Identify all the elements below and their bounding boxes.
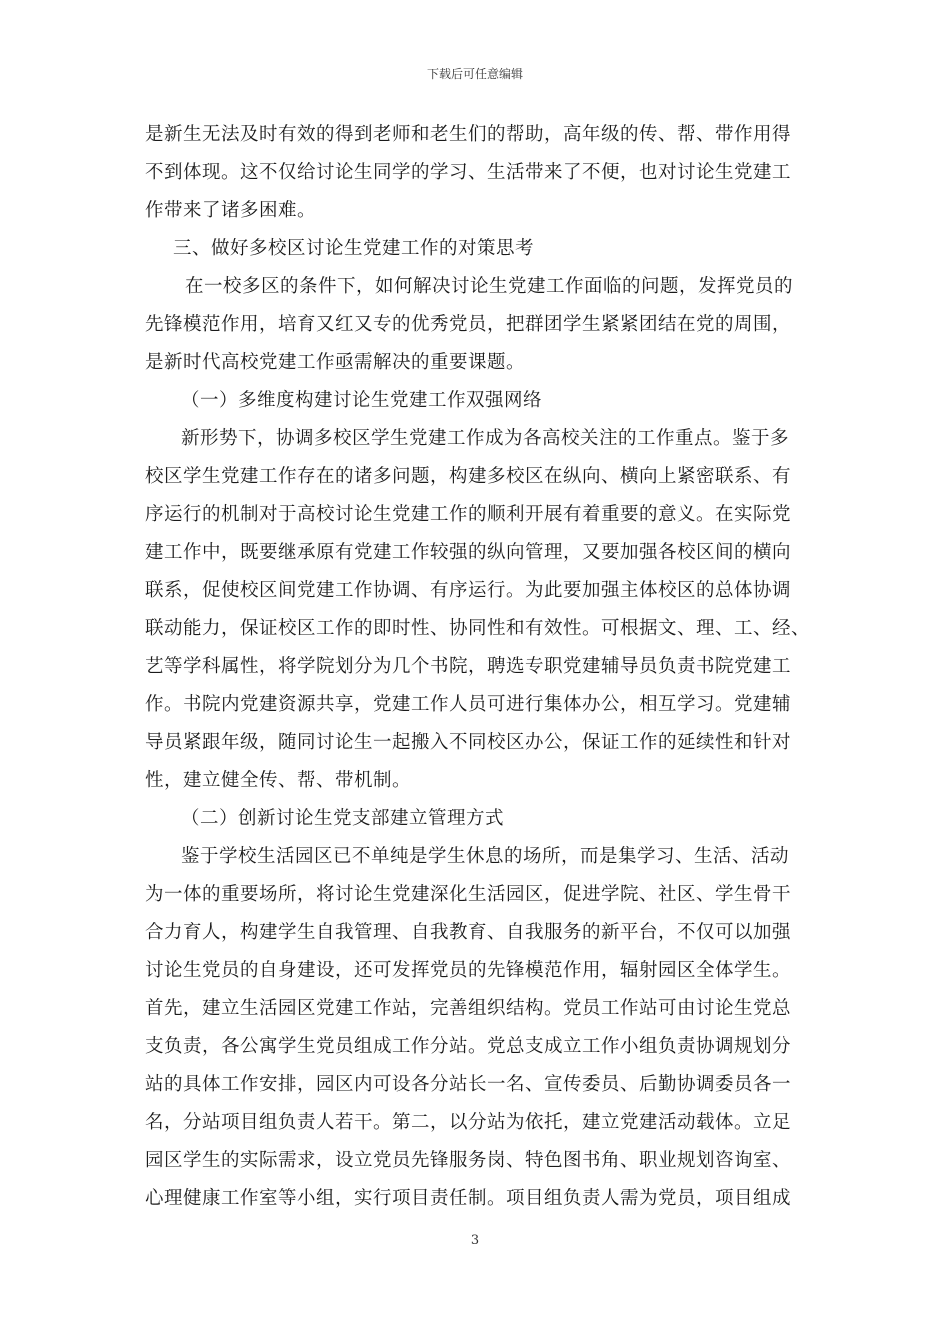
subsection-heading: （一）多维度构建讨论生党建工作双强网络 (181, 390, 543, 411)
text-line: 是新时代高校党建工作亟需解决的重要课题。 (145, 352, 526, 373)
text-line: 校区学生党建工作存在的诸多问题，构建多校区在纵向、横向上紧密联系、有 (145, 466, 792, 487)
text-line: 新形势下，协调多校区学生党建工作成为各高校关注的工作重点。鉴于多 (181, 428, 790, 449)
text-line: 联系，促使校区间党建工作协调、有序运行。为此要加强主体校区的总体协调 (145, 580, 792, 601)
text-line: 在一校多区的条件下，如何解决讨论生党建工作面临的问题，发挥党员的 (185, 276, 794, 297)
text-line: 名，分站项目组负责人若干。第二，以分站为依托，建立党建活动载体。立足 (145, 1112, 792, 1133)
text-line: 为一体的重要场所，将讨论生党建深化生活园区，促进学院、社区、学生骨干 (145, 884, 792, 905)
text-line: 首先，建立生活园区党建工作站，完善组织结构。党员工作站可由讨论生党总 (145, 998, 792, 1019)
text-line: 讨论生党员的自身建设，还可发挥党员的先锋模范作用，辐射园区全体学生。 (145, 960, 792, 981)
section-heading: 三、做好多校区讨论生党建工作的对策思考 (173, 238, 535, 259)
text-line: 站的具体工作安排，园区内可设各分站长一名、宣传委员、后勤协调委员各一 (145, 1074, 792, 1095)
text-line: 支负责，各公寓学生党员组成工作分站。党总支成立工作小组负责协调规划分 (145, 1036, 792, 1057)
page-header: 下载后可任意编辑 (426, 67, 523, 81)
text-line: 合力育人，构建学生自我管理、自我教育、自我服务的新平台，不仅可以加强 (145, 922, 792, 943)
text-line: 园区学生的实际需求，设立党员先锋服务岗、特色图书角、职业规划咨询室、 (145, 1150, 792, 1171)
text-line: 作。书院内党建资源共享，党建工作人员可进行集体办公，相互学习。党建辅 (145, 694, 792, 715)
text-line: 是新生无法及时有效的得到老师和老生们的帮助，高年级的传、帮、带作用得 (145, 124, 792, 145)
document-body (145, 116, 821, 1218)
text-line: 联动能力，保证校区工作的即时性、协同性和有效性。可根据文、理、工、经、 (145, 618, 811, 639)
text-line: 心理健康工作室等小组，实行项目责任制。项目组负责人需为党员，项目组成 (145, 1188, 792, 1209)
text-line: 序运行的机制对于高校讨论生党建工作的顺利开展有着重要的意义。在实际党 (145, 504, 792, 525)
text-line: 不到体现。这不仅给讨论生同学的学习、生活带来了不便，也对讨论生党建工 (145, 162, 792, 183)
page-number: 3 (470, 1233, 480, 1248)
text-line: 先锋模范作用，培育又红又专的优秀党员，把群团学生紧紧团结在党的周围， (145, 314, 792, 335)
subsection-heading: （二）创新讨论生党支部建立管理方式 (181, 808, 505, 829)
text-line: 作带来了诸多困难。 (145, 200, 317, 221)
text-line: 性，建立健全传、帮、带机制。 (145, 770, 412, 791)
text-line: 鉴于学校生活园区已不单纯是学生休息的场所，而是集学习、生活、活动 (181, 846, 790, 867)
text-line: 艺等学科属性，将学院划分为几个书院，聘选专职党建辅导员负责书院党建工 (145, 656, 792, 677)
text-line: 建工作中，既要继承原有党建工作较强的纵向管理，又要加强各校区间的横向 (145, 542, 792, 563)
text-line: 导员紧跟年级，随同讨论生一起搬入不同校区办公，保证工作的延续性和针对 (145, 732, 792, 753)
